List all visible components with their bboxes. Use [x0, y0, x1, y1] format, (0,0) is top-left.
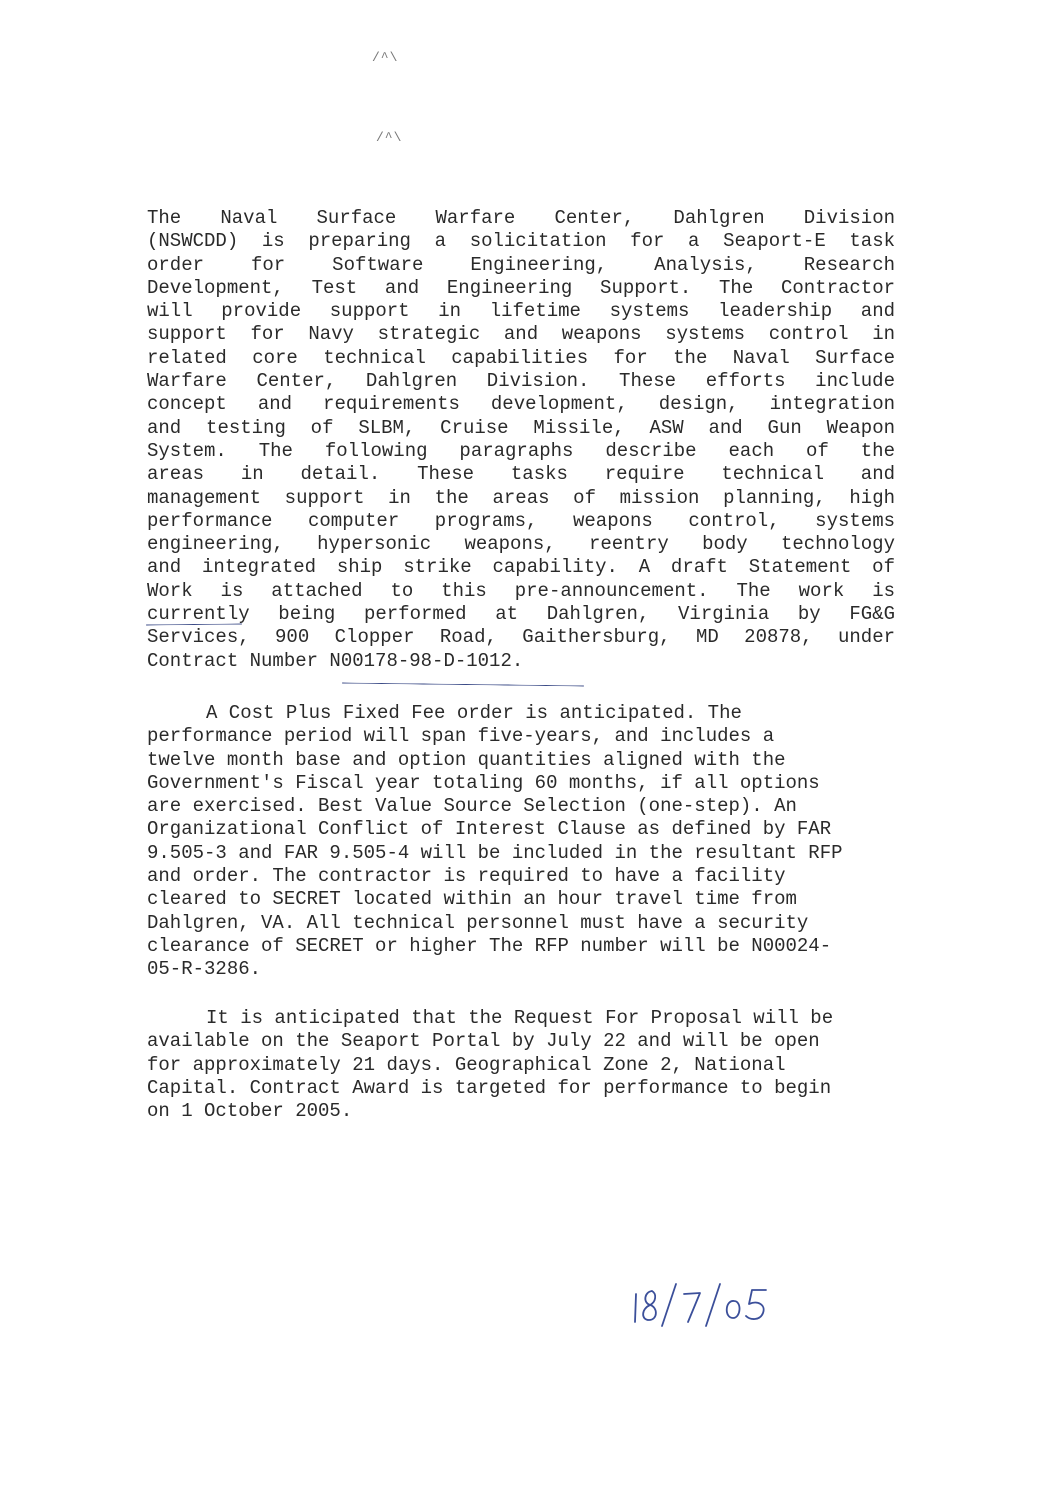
text-line: Dahlgren, VA. All technical personnel must have a security: [147, 911, 809, 934]
text-line: engineering, hypersonic weapons, reentry body technology: [147, 533, 895, 556]
text-line: Warfare Center, Dahlgren Division. These efforts include: [147, 370, 895, 393]
text-line: 9.505-3 and FAR 9.505-4 will be included in the resultant RFP: [147, 841, 843, 864]
text-line: areas in detail. These tasks require technical and: [147, 463, 895, 486]
text-line: twelve month base and option quantities aligned with the: [147, 748, 786, 771]
text-line: It is anticipated that the Request For Proposal will be: [206, 1007, 834, 1029]
text-line: clearance of SECRET or higher The RFP number will be N00024-: [147, 934, 832, 957]
scan-mark-second: /^\: [376, 130, 403, 145]
text-line: on 1 October 2005.: [147, 1100, 353, 1123]
text-line: Services, 900 Clopper Road, Gaithersburg, MD 20878, under: [147, 626, 895, 649]
text-line: Development, Test and Engineering Support. The Contractor: [147, 276, 895, 299]
paragraph-intro: [147, 207, 895, 673]
text-line: The Naval Surface Warfare Center, Dahlgren Division: [147, 207, 895, 229]
text-line: order for Software Engineering, Analysis, Research: [147, 253, 895, 276]
paragraph-contract-terms: [147, 702, 895, 982]
paragraph-schedule: [147, 1007, 895, 1123]
text-line: and order. The contractor is required to have a facility: [147, 865, 786, 888]
text-line: A Cost Plus Fixed Fee order is anticipated. The: [206, 702, 742, 724]
text-line: related core technical capabilities for the Naval Surface: [147, 346, 895, 369]
text-line: Work is attached to this pre-announcement. The work is: [147, 579, 895, 602]
text-line: are exercised. Best Value Source Selection (one-step). An: [147, 795, 797, 818]
text-line: Contract Number N00178-98-D-1012.: [147, 649, 524, 672]
text-line: cleared to SECRET located within an hour travel time from: [147, 888, 797, 911]
text-line: support for Navy strategic and weapons systems control in: [147, 323, 895, 346]
text-line: concept and requirements development, design, integration: [147, 393, 895, 416]
text-line: and testing of SLBM, Cruise Missile, ASW and Gun Weapon: [147, 416, 895, 439]
text-line: performance period will span five-years, and includes a: [147, 725, 775, 748]
text-line: System. The following paragraphs describe each of the: [147, 439, 895, 462]
handwritten-date: [628, 1276, 788, 1336]
text-line: 05-R-3286.: [147, 958, 262, 981]
text-line: (NSWCDD) is preparing a solicitation for a Seaport-E task: [147, 230, 895, 253]
text-line: will provide support in lifetime systems leadership and: [147, 300, 895, 323]
text-line: for approximately 21 days. Geographical Zone 2, National: [147, 1053, 786, 1076]
text-line: performance computer programs, weapons control, systems: [147, 509, 895, 532]
text-line: Organizational Conflict of Interest Clause as defined by FAR: [147, 818, 832, 841]
text-line: Capital. Contract Award is targeted for performance to begin: [147, 1076, 832, 1099]
scan-mark-top: /^\: [372, 50, 399, 65]
text-line: currently being performed at Dahlgren, Virginia by FG&G: [147, 603, 895, 626]
text-line: and integrated ship strike capability. A draft Statement of: [147, 556, 895, 579]
text-line: management support in the areas of mission planning, high: [147, 486, 895, 509]
pen-underline-contract-number: [342, 683, 584, 687]
text-line: available on the Seaport Portal by July 22 and will be open: [147, 1030, 820, 1053]
text-line: Government's Fiscal year totaling 60 months, if all options: [147, 771, 820, 794]
